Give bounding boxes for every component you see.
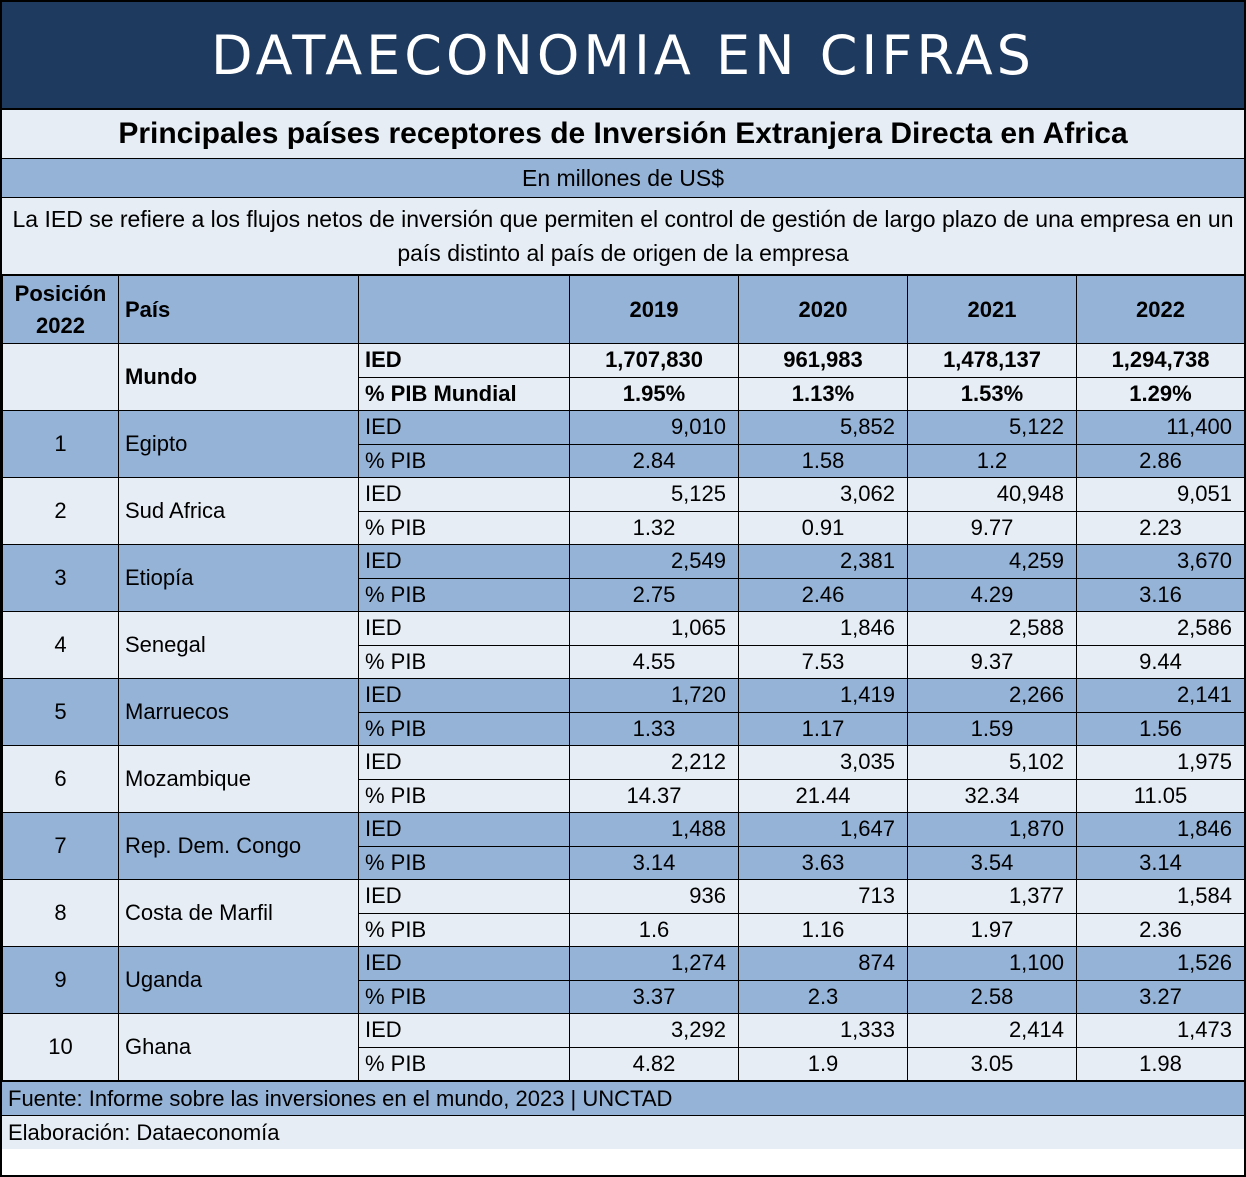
pib-value: 7.53: [739, 645, 908, 679]
ied-value: 2,586: [1077, 612, 1245, 646]
pib-label: % PIB: [359, 980, 570, 1014]
country-ied-row: [3, 746, 1245, 780]
country-position: 5: [3, 679, 119, 746]
ied-value: 874: [739, 947, 908, 981]
country-position: 3: [3, 545, 119, 612]
pib-value: 2.3: [739, 980, 908, 1014]
header-position: Posición 2022: [3, 276, 119, 344]
ied-label: IED: [359, 813, 570, 847]
ied-value: 1,419: [739, 679, 908, 713]
world-ied-2019: 1,707,830: [570, 344, 739, 378]
pib-value: 1.17: [739, 712, 908, 746]
country-ied-row: [3, 411, 1245, 445]
ied-value: 1,846: [1077, 813, 1245, 847]
pib-value: 1.97: [908, 913, 1077, 947]
pib-value: 3.14: [1077, 846, 1245, 880]
header-row: [3, 276, 1245, 344]
ied-value: 1,377: [908, 880, 1077, 914]
country-name: Senegal: [119, 612, 359, 679]
ied-label: IED: [359, 1014, 570, 1048]
pib-label: % PIB: [359, 846, 570, 880]
pib-value: 2.86: [1077, 444, 1245, 478]
ied-label: IED: [359, 679, 570, 713]
ied-value: 1,100: [908, 947, 1077, 981]
pib-value: 3.63: [739, 846, 908, 880]
ied-value: 40,948: [908, 478, 1077, 512]
pib-value: 9.77: [908, 511, 1077, 545]
world-pib-2020: 1.13%: [739, 377, 908, 411]
header-year-2020: 2020: [739, 276, 908, 344]
header-metric: [359, 276, 570, 344]
world-ied-label: IED: [359, 344, 570, 378]
pib-label: % PIB: [359, 511, 570, 545]
ied-label: IED: [359, 880, 570, 914]
ied-value: 5,102: [908, 746, 1077, 780]
pib-value: 2.46: [739, 578, 908, 612]
pib-value: 32.34: [908, 779, 1077, 813]
ied-value: 936: [570, 880, 739, 914]
world-name: Mundo: [119, 344, 359, 411]
fdi-table: [2, 275, 1245, 1081]
header-year-2022: 2022: [1077, 276, 1245, 344]
pib-value: 1.56: [1077, 712, 1245, 746]
pib-value: 9.44: [1077, 645, 1245, 679]
pib-value: 21.44: [739, 779, 908, 813]
ied-value: 2,381: [739, 545, 908, 579]
ied-value: 1,720: [570, 679, 739, 713]
ied-value: 3,292: [570, 1014, 739, 1048]
ied-label: IED: [359, 746, 570, 780]
ied-value: 9,010: [570, 411, 739, 445]
country-position: 7: [3, 813, 119, 880]
pib-value: 1.32: [570, 511, 739, 545]
ied-value: 9,051: [1077, 478, 1245, 512]
country-name: Egipto: [119, 411, 359, 478]
pib-value: 1.59: [908, 712, 1077, 746]
ied-value: 5,852: [739, 411, 908, 445]
country-position: 9: [3, 947, 119, 1014]
banner: [2, 2, 1244, 110]
pib-value: 2.36: [1077, 913, 1245, 947]
ied-value: 5,125: [570, 478, 739, 512]
header-year-2019: 2019: [570, 276, 739, 344]
pib-value: 3.14: [570, 846, 739, 880]
table-subtitle: En millones de US$: [2, 159, 1244, 198]
ied-value: 2,414: [908, 1014, 1077, 1048]
country-name: Mozambique: [119, 746, 359, 813]
ied-label: IED: [359, 478, 570, 512]
pib-value: 2.23: [1077, 511, 1245, 545]
ied-value: 1,975: [1077, 746, 1245, 780]
world-ied-2021: 1,478,137: [908, 344, 1077, 378]
header-year-2021: 2021: [908, 276, 1077, 344]
country-position: 6: [3, 746, 119, 813]
country-name: Sud Africa: [119, 478, 359, 545]
ied-value: 11,400: [1077, 411, 1245, 445]
country-position: 8: [3, 880, 119, 947]
pib-value: 3.27: [1077, 980, 1245, 1014]
ied-label: IED: [359, 411, 570, 445]
world-pib-2019: 1.95%: [570, 377, 739, 411]
pib-value: 14.37: [570, 779, 739, 813]
credit-note: Elaboración: Dataeconomía: [2, 1115, 1244, 1149]
ied-value: 713: [739, 880, 908, 914]
pib-value: 1.6: [570, 913, 739, 947]
world-ied-2022: 1,294,738: [1077, 344, 1245, 378]
ied-value: 2,212: [570, 746, 739, 780]
ied-value: 4,259: [908, 545, 1077, 579]
table-title: Principales países receptores de Inversión Extranjera Directa en Africa: [2, 110, 1244, 159]
pib-value: 0.91: [739, 511, 908, 545]
pib-value: 3.37: [570, 980, 739, 1014]
country-ied-row: [3, 478, 1245, 512]
country-name: Uganda: [119, 947, 359, 1014]
pib-label: % PIB: [359, 913, 570, 947]
ied-value: 2,141: [1077, 679, 1245, 713]
ied-value: 1,526: [1077, 947, 1245, 981]
world-pib-2022: 1.29%: [1077, 377, 1245, 411]
banner-title: DATAECONOMIA EN CIFRAS: [211, 23, 1035, 87]
country-name: Rep. Dem. Congo: [119, 813, 359, 880]
country-name: Ghana: [119, 1014, 359, 1081]
country-name: Marruecos: [119, 679, 359, 746]
ied-value: 1,488: [570, 813, 739, 847]
pib-value: 11.05: [1077, 779, 1245, 813]
country-ied-row: [3, 545, 1245, 579]
ied-value: 2,266: [908, 679, 1077, 713]
world-pib-label: % PIB Mundial: [359, 377, 570, 411]
pib-value: 1.16: [739, 913, 908, 947]
country-ied-row: [3, 679, 1245, 713]
pib-label: % PIB: [359, 779, 570, 813]
pib-label: % PIB: [359, 712, 570, 746]
pib-label: % PIB: [359, 444, 570, 478]
world-ied-row: [3, 344, 1245, 378]
pib-value: 1.2: [908, 444, 1077, 478]
pib-value: 4.29: [908, 578, 1077, 612]
header-country: País: [119, 276, 359, 344]
pib-value: 1.58: [739, 444, 908, 478]
country-position: 1: [3, 411, 119, 478]
ied-value: 1,647: [739, 813, 908, 847]
pib-value: 3.05: [908, 1047, 1077, 1081]
pib-label: % PIB: [359, 578, 570, 612]
pib-value: 1.9: [739, 1047, 908, 1081]
ied-label: IED: [359, 545, 570, 579]
ied-value: 2,549: [570, 545, 739, 579]
pib-value: 3.54: [908, 846, 1077, 880]
ied-value: 2,588: [908, 612, 1077, 646]
ied-value: 5,122: [908, 411, 1077, 445]
ied-label: IED: [359, 947, 570, 981]
ied-value: 3,062: [739, 478, 908, 512]
pib-value: 2.75: [570, 578, 739, 612]
ied-value: 1,870: [908, 813, 1077, 847]
country-name: Etiopía: [119, 545, 359, 612]
pib-value: 4.55: [570, 645, 739, 679]
pib-value: 1.98: [1077, 1047, 1245, 1081]
ied-value: 3,670: [1077, 545, 1245, 579]
country-position: 2: [3, 478, 119, 545]
pib-value: 4.82: [570, 1047, 739, 1081]
country-name: Costa de Marfil: [119, 880, 359, 947]
ied-value: 1,065: [570, 612, 739, 646]
ied-value: 1,274: [570, 947, 739, 981]
ied-label: IED: [359, 612, 570, 646]
pib-value: 2.58: [908, 980, 1077, 1014]
pib-value: 2.84: [570, 444, 739, 478]
country-ied-row: [3, 813, 1245, 847]
country-ied-row: [3, 612, 1245, 646]
ied-value: 1,584: [1077, 880, 1245, 914]
pib-label: % PIB: [359, 645, 570, 679]
country-ied-row: [3, 880, 1245, 914]
ied-value: 1,846: [739, 612, 908, 646]
pib-value: 3.16: [1077, 578, 1245, 612]
world-ied-2020: 961,983: [739, 344, 908, 378]
definition-note: La IED se refiere a los flujos netos de inversión que permiten el control de gestión de largo plazo de una empresa en un país distinto al país de origen de la empresa: [2, 198, 1244, 275]
pib-label: % PIB: [359, 1047, 570, 1081]
country-position: 10: [3, 1014, 119, 1081]
country-ied-row: [3, 947, 1245, 981]
world-position: [3, 344, 119, 411]
country-ied-row: [3, 1014, 1245, 1048]
pib-value: 1.33: [570, 712, 739, 746]
pib-value: 9.37: [908, 645, 1077, 679]
country-position: 4: [3, 612, 119, 679]
ied-value: 1,473: [1077, 1014, 1245, 1048]
ied-value: 3,035: [739, 746, 908, 780]
ied-value: 1,333: [739, 1014, 908, 1048]
world-pib-2021: 1.53%: [908, 377, 1077, 411]
source-note: Fuente: Informe sobre las inversiones en el mundo, 2023 | UNCTAD: [2, 1081, 1244, 1115]
